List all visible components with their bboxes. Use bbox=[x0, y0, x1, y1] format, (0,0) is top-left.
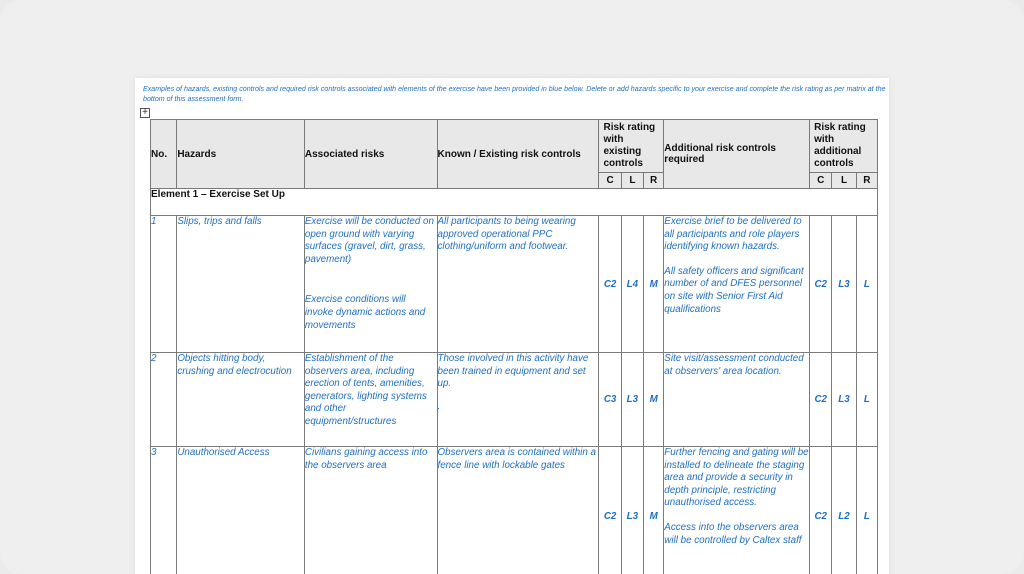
rating-l-additional: L3 bbox=[832, 353, 856, 447]
control-text: All safety officers and significant number of and DFES personnel on site with Senior First Aid qualifications bbox=[664, 265, 804, 315]
rating-l-additional: L2 bbox=[832, 447, 856, 574]
table-row bbox=[151, 216, 878, 353]
row-known-controls: All participants to being wearing approved operational PPC clothing/uniform and footwear. bbox=[437, 216, 599, 353]
col-header-rating-existing: Risk rating with existing controls bbox=[599, 120, 664, 173]
rating-c-additional: C2 bbox=[810, 447, 832, 574]
col-header-hazards: Hazards bbox=[177, 120, 305, 189]
rating-l-additional: L3 bbox=[832, 216, 856, 353]
subheader-c-existing: C bbox=[599, 173, 621, 189]
row-associated-risks: Civilians gaining access into the observers area bbox=[304, 447, 437, 574]
rating-c-existing: C2 bbox=[599, 216, 621, 353]
row-hazard: Objects hitting body, crushing and electrocution bbox=[177, 353, 305, 447]
control-text: Access into the observers area will be controlled by Caltex staff bbox=[664, 521, 802, 546]
stray-dot: . bbox=[437, 400, 441, 412]
control-text: Further fencing and gating will be installed to delineate the staging area and provide a security in depth principle, restricting unauthorised access. bbox=[664, 447, 809, 509]
rating-r-existing: M bbox=[644, 353, 664, 447]
rating-r-additional: L bbox=[856, 216, 877, 353]
row-additional-controls bbox=[664, 447, 810, 574]
rating-r-existing: M bbox=[644, 447, 664, 574]
rating-c-existing: C2 bbox=[599, 447, 621, 574]
row-no: 1 bbox=[151, 216, 177, 353]
risk-assessment-table bbox=[150, 119, 878, 574]
col-header-no: No. bbox=[151, 120, 177, 189]
intro-text: Examples of hazards, existing controls and required risk controls associated with elements of the exercise have been provided in blue below. Delete or add hazards specific to your exercise and complete the risk rating as per matrix at the bottom of this assessment form. bbox=[143, 85, 886, 103]
row-no: 2 bbox=[151, 353, 177, 447]
col-header-additional-controls: Additional risk controls required bbox=[664, 120, 810, 189]
col-header-rating-additional: Risk rating with additional controls bbox=[810, 120, 878, 173]
rating-c-additional: C2 bbox=[810, 353, 832, 447]
control-text: Those involved in this activity have been trained in equipment and set up. bbox=[437, 353, 589, 390]
row-known-controls bbox=[437, 353, 599, 447]
rating-c-additional: C2 bbox=[810, 216, 832, 353]
control-text: Exercise brief to be delivered to all participants and role players identifying known hazards. bbox=[664, 216, 802, 253]
subheader-l-existing: L bbox=[621, 173, 643, 189]
document-page bbox=[135, 78, 889, 574]
header-row bbox=[151, 120, 878, 173]
row-additional-controls bbox=[664, 216, 810, 353]
rating-l-existing: L4 bbox=[621, 216, 643, 353]
col-header-associated-risks: Associated risks bbox=[304, 120, 437, 189]
rating-l-existing: L3 bbox=[621, 447, 643, 574]
col-header-known-controls: Known / Existing risk controls bbox=[437, 120, 599, 189]
row-hazard: Slips, trips and falls bbox=[177, 216, 305, 353]
section-row bbox=[151, 189, 878, 216]
table-move-handle-icon[interactable]: + bbox=[140, 108, 150, 118]
row-associated-risks bbox=[304, 216, 437, 353]
subheader-r-existing: R bbox=[644, 173, 664, 189]
row-hazard: Unauthorised Access bbox=[177, 447, 305, 574]
subheader-l-additional: L bbox=[832, 173, 856, 189]
section-title: Element 1 – Exercise Set Up bbox=[151, 189, 878, 216]
rating-c-existing: C3 bbox=[599, 353, 621, 447]
rating-l-existing: L3 bbox=[621, 353, 643, 447]
table-row bbox=[151, 353, 878, 447]
subheader-r-additional: R bbox=[856, 173, 877, 189]
row-no: 3 bbox=[151, 447, 177, 574]
subheader-c-additional: C bbox=[810, 173, 832, 189]
risk-text: Exercise will be conducted on open ground with varying surfaces (gravel, dirt, grass, pavement) bbox=[304, 216, 434, 265]
rating-r-existing: M bbox=[644, 216, 664, 353]
rating-r-additional: L bbox=[856, 353, 877, 447]
row-known-controls: Observers area is contained within a fence line with lockable gates bbox=[437, 447, 599, 574]
rating-r-additional: L bbox=[856, 447, 877, 574]
row-associated-risks: Establishment of the observers area, including erection of tents, amenities, generators, lighting systems and other equipment/structures bbox=[304, 353, 437, 447]
risk-text: Exercise conditions will invoke dynamic actions and movements bbox=[304, 294, 426, 331]
table-row bbox=[151, 447, 878, 574]
row-additional-controls: Site visit/assessment conducted at observers' area location. bbox=[664, 353, 810, 447]
